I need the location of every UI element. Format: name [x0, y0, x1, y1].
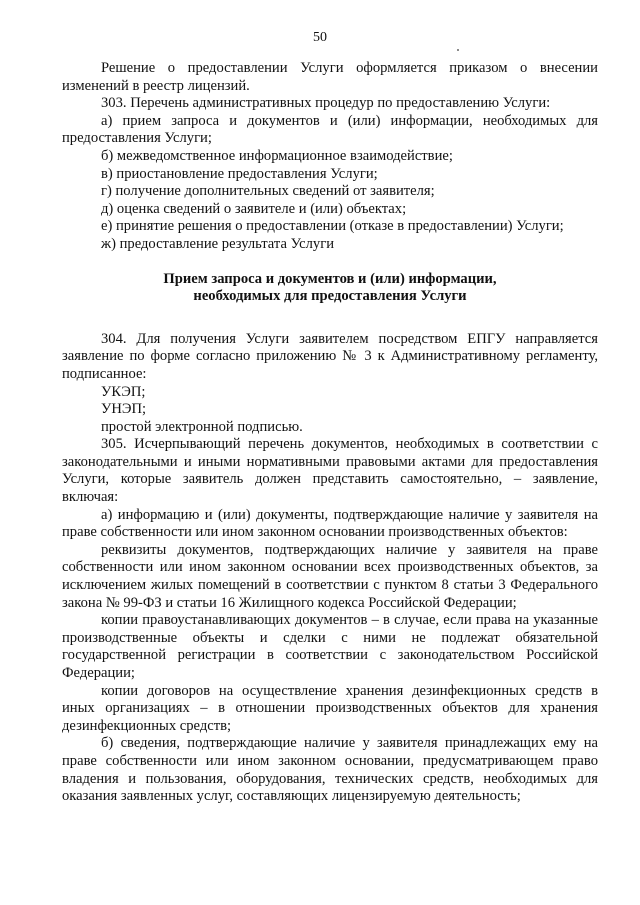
section-heading-line-1: Прием запроса и документов и (или) информации, [163, 270, 497, 287]
paragraph-305: 305. Исчерпывающий перечень документов, необходимых в соответствии с законодательными и иными нормативными правовыми актами для предоставления Услуги, которые заявитель должен представить самостоятельно, – заявление, включая: [62, 436, 598, 506]
paragraph-303: 303. Перечень административных процедур по предоставлению Услуги: [101, 95, 551, 112]
doc-item-b: б) сведения, подтверждающие наличие у заявителя принадлежащих ему на праве собственности или ином законном основании, предусматривающем право владения и пользования, оборудования, технических средств, необходимых для оказания заявленных услуг, составляющих лицензируемую деятельность; [62, 735, 598, 805]
signature-option-unep: УНЭП; [101, 401, 147, 418]
list-item-g: г) получение дополнительных сведений от заявителя; [101, 183, 435, 200]
signature-option-simple: простой электронной подписью. [101, 418, 303, 435]
paragraph-decision: Решение о предоставлении Услуги оформляется приказом о внесении изменений в реестр лицензий. [62, 60, 598, 94]
section-heading [62, 271, 598, 306]
doc-item-contract-copies: копии договоров на осуществление хранения дезинфекционных средств в иных организациях – в отношении производственных объектов для хранения дезинфекционных средств; [62, 682, 598, 734]
list-item-v: в) приостановление предоставления Услуги; [101, 165, 378, 182]
paragraph-304: 304. Для получения Услуги заявителем посредством ЕПГУ направляется заявление по форме согласно приложению № 3 к Административному регламенту, подписанное: [62, 330, 598, 382]
list-item-zh: ж) предоставление результата Услуги [101, 235, 334, 252]
doc-item-requisites: реквизиты документов, подтверждающих наличие у заявителя на праве собственности или ином законном основании всех производственных объектов, за исключением жилых помещений в соответствии с пунктом 8 статьи 3 Федерального закона № 99-ФЗ и статьи 16 Жилищного кодекса Российской Федерации; [62, 541, 598, 611]
doc-item-title-copies: копии правоустанавливающих документов – в случае, если права на указанные производственные объекты и сделки с ними не подлежат обязательной государственной регистрации в соответствии с законодательством Российской Федерации; [62, 612, 598, 681]
signature-option-ukep: УКЭП; [101, 383, 146, 400]
list-item-e: е) принятие решения о предоставлении (отказе в предоставлении) Услуги; [101, 218, 564, 235]
list-item-d: д) оценка сведений о заявителе и (или) объектах; [101, 200, 407, 217]
doc-item-a: а) информацию и (или) документы, подтверждающие наличие у заявителя на праве собственности или ином законном основании производственных объектов: [62, 506, 598, 541]
list-item-b: б) межведомственное информационное взаимодействие; [101, 147, 453, 164]
list-item-a: а) прием запроса и документов и (или) информации, необходимых для предоставления Услуги; [62, 112, 598, 147]
scan-speck [457, 49, 459, 51]
page-number: 50 [313, 30, 327, 45]
document-body [62, 60, 598, 806]
section-heading-line-2: необходимых для предоставления Услуги [193, 288, 467, 305]
